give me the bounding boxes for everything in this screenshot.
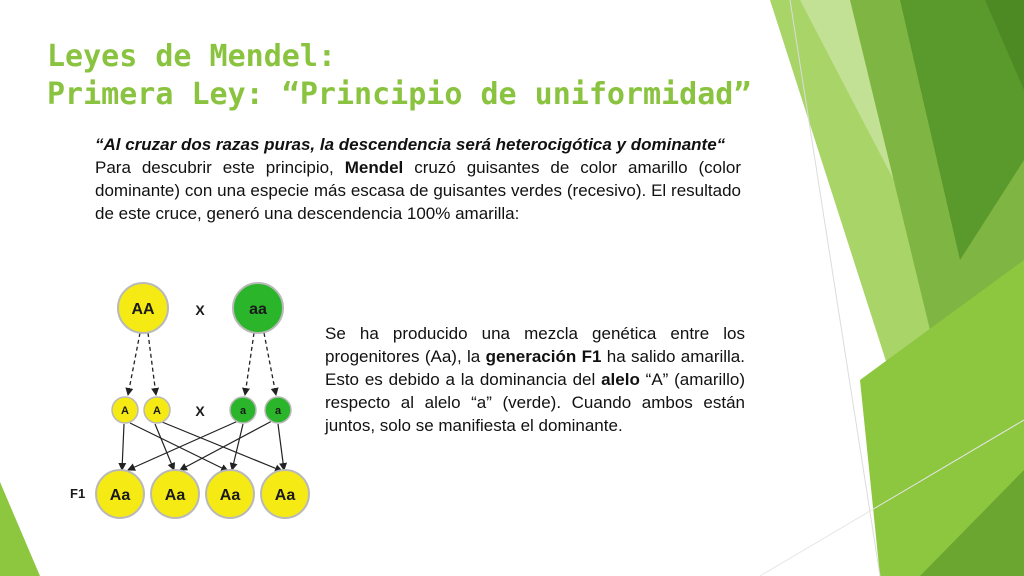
cross-symbol-top: X <box>195 302 205 318</box>
arrow-parent-to-gamete-3 <box>245 333 254 395</box>
gamete-recessive-2-label: a <box>274 405 282 417</box>
explanation-bold-generation: generación F1 <box>485 347 602 366</box>
explanation-part-1: Se ha producido una mezcla genética entre los progenitores (Aa), la <box>325 324 745 366</box>
intro-part-2: cruzó guisantes de color amarillo (color dominante) con una especie más escasa de guisantes verdes (recesivo). El resultado de este cruce, generó una descendencia 100% amarilla: <box>95 158 741 223</box>
offspring-4-label: Aa <box>274 487 296 504</box>
arrow-gamete-A2-to-f1-2 <box>155 424 174 470</box>
intro-paragraph <box>95 156 741 225</box>
mendel-cross-diagram <box>60 278 320 523</box>
offspring-1-label: Aa <box>109 487 131 504</box>
arrow-parent-to-gamete-4 <box>264 333 276 395</box>
slide-title <box>47 38 751 114</box>
explanation-text <box>325 322 745 437</box>
parent-recessive-label: aa <box>249 301 267 318</box>
intro-text <box>95 133 741 225</box>
parent-dominant-label: AA <box>131 301 155 318</box>
arrow-gamete-a1-to-f1-3 <box>232 424 243 470</box>
title-line-1: Leyes de Mendel: <box>47 39 336 74</box>
arrow-gamete-a1-to-f1-1 <box>128 421 238 470</box>
title-line-2: Primera Ley: “Principio de uniformidad” <box>47 77 752 112</box>
arrow-gamete-a2-to-f1-4 <box>278 424 284 470</box>
offspring-3-label: Aa <box>219 487 241 504</box>
arrow-gamete-A1-to-f1-1 <box>122 424 124 470</box>
principle-quote: “Al cruzar dos razas puras, la descendencia será heterocigótica y dominante“ <box>95 135 726 154</box>
left-accent-triangle <box>0 482 40 576</box>
cross-symbol-mid: X <box>195 403 205 419</box>
arrow-parent-to-gamete-2 <box>148 333 156 395</box>
arrow-gamete-a2-to-f1-2 <box>180 421 272 470</box>
f1-label: F1 <box>70 486 86 501</box>
gamete-dominant-2-label: A <box>153 405 161 417</box>
gamete-dominant-1-label: A <box>121 405 129 417</box>
explanation-part-2: ha salido amarilla. Esto es debido a la dominancia del <box>325 347 745 389</box>
offspring-2-label: Aa <box>164 487 186 504</box>
arrow-parent-to-gamete-1 <box>128 333 140 395</box>
explanation-bold-alelo: alelo <box>601 370 640 389</box>
intro-bold-mendel: Mendel <box>344 158 404 177</box>
gamete-recessive-1-label: a <box>239 405 247 417</box>
explanation-part-3: “A” (amarillo) respecto al alelo “a” (verde). Cuando ambos están juntos, solo se manifiesta el dominante. <box>325 370 745 435</box>
intro-part-1: Para descubrir este principio, <box>95 158 345 177</box>
